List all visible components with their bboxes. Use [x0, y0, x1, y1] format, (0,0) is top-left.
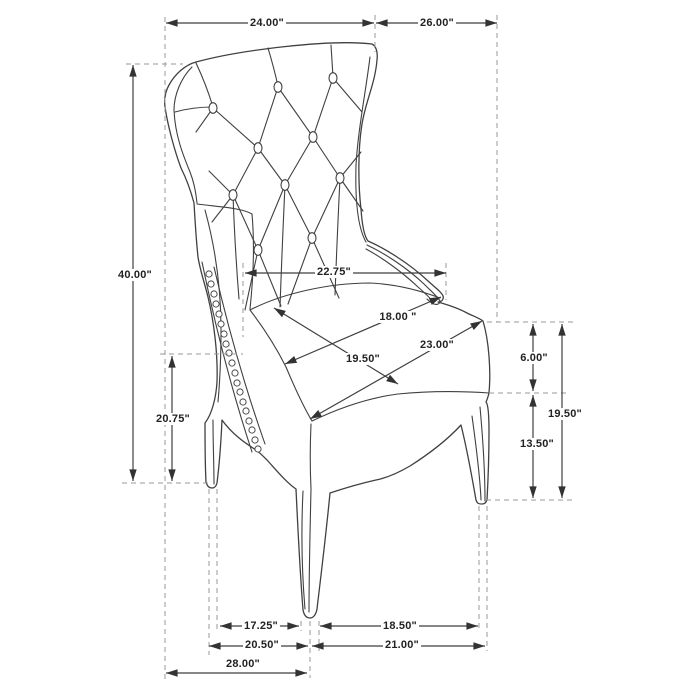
- dim-label-seat-front-width: 23.00": [420, 339, 454, 351]
- dim-label-leg-span-inner-right: 18.50": [383, 620, 417, 632]
- chair-body-outline: [165, 43, 490, 618]
- dim-label-base-span-left: 20.50": [245, 639, 279, 651]
- dim-label-cushion-thickness: 6.00": [520, 352, 548, 364]
- dim-label-side-top-to-floor: 20.75": [156, 413, 190, 425]
- dim-label-overall-depth: 26.00": [420, 17, 454, 29]
- dim-label-seat-height: 19.50": [548, 408, 582, 420]
- dim-label-seat-back-width: 18.00 ": [379, 311, 417, 323]
- dim-label-overall-base-depth: 28.00": [226, 658, 260, 670]
- dim-label-base-span-right: 21.00": [385, 639, 419, 651]
- dim-label-leg-span-inner-left: 17.25": [244, 620, 278, 632]
- dim-label-overall-height: 40.00": [118, 269, 152, 281]
- dim-label-overall-back-width: 24.00": [250, 17, 284, 29]
- chair-drawing: [165, 43, 490, 618]
- dim-label-leg-height: 13.50": [520, 438, 554, 450]
- dim-label-upper-seat-width: 22.75": [317, 266, 351, 278]
- dim-label-seat-depth: 19.50": [346, 353, 380, 365]
